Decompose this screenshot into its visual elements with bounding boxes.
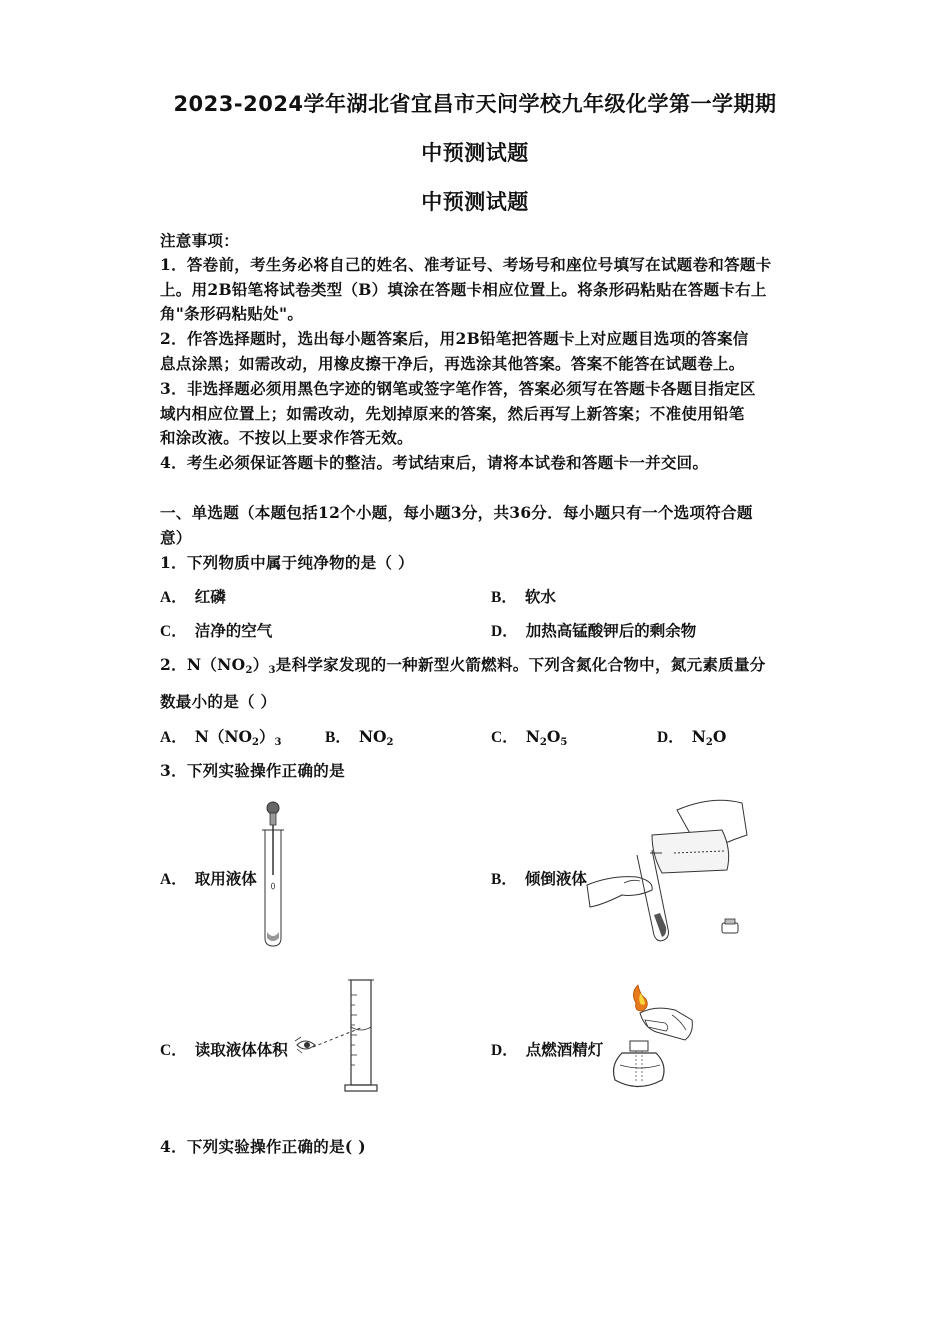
- q2-option-c-text1: N: [525, 727, 540, 746]
- q2-stem: [160, 653, 766, 676]
- q2-option-b: [325, 725, 393, 748]
- notes-line-2: 上。用2B铅笔将试卷类型（B）填涂在答题卡相应位置上。将条形码粘贴在答题卡右上: [160, 280, 767, 299]
- q3-option-d-text: 点燃酒精灯: [525, 1040, 604, 1059]
- q2-option-a-sub1: 2: [252, 737, 260, 748]
- q1-option-b-text: 软水: [524, 587, 556, 606]
- q2-option-b-sub1: 2: [386, 737, 394, 748]
- notes-heading: 注意事项：: [160, 231, 240, 250]
- q3-stem: 3．下列实验操作正确的是: [160, 761, 345, 780]
- notes-line-9: 4．考生必须保证答题卡的整洁。考试结束后，请将本试卷和答题卡一并交回。: [160, 453, 709, 472]
- q2-option-c-sub1: 2: [539, 737, 547, 748]
- q2-stem-part1: 2．N（NO: [160, 655, 246, 674]
- q1-stem: 1．下列物质中属于纯净物的是（ ）: [160, 553, 414, 572]
- notes-line-3: 角"条形码粘贴处"。: [160, 304, 304, 323]
- graduated-cylinder-illustration: [293, 975, 388, 1095]
- q2-option-d-text2: O: [712, 727, 727, 746]
- q2-option-b-label: B．: [325, 729, 351, 746]
- q1-option-d: [491, 619, 696, 641]
- q2-option-a-label: A．: [160, 729, 187, 746]
- q1-option-a-label: A．: [160, 589, 187, 606]
- q3-option-b: [491, 867, 587, 889]
- q3-option-b-text: 倾倒液体: [524, 869, 587, 888]
- q2-option-a-sub2: 3: [274, 737, 282, 748]
- q2-stem-part2: ）: [252, 655, 269, 674]
- q2-option-a-text1: N（NO: [194, 727, 253, 746]
- page-title-line3: 中预测试题: [421, 190, 529, 214]
- q3-option-c-text: 读取液体体积: [194, 1040, 288, 1059]
- q4-stem: 4．下列实验操作正确的是( ): [160, 1137, 366, 1156]
- q1-option-c-label: C．: [160, 623, 187, 640]
- q1-option-d-text: 加热高锰酸钾后的剩余物: [525, 621, 697, 640]
- q2-option-d-label: D．: [657, 729, 684, 746]
- q2-option-d: [657, 725, 726, 748]
- q2-option-a-text2: ）: [259, 727, 275, 746]
- q1-option-b: [491, 585, 556, 607]
- q3-option-b-label: B．: [491, 871, 517, 888]
- notes-line-7: 域内相应位置上；如需改动，先划掉原来的答案，然后再写上新答案；不准使用铅笔: [160, 404, 745, 423]
- q1-option-a-text: 红磷: [194, 587, 226, 606]
- q2-option-a: [160, 725, 282, 748]
- q2-option-d-sub1: 2: [705, 737, 713, 748]
- q3-option-d-label: D．: [491, 1042, 518, 1059]
- notes-line-4: 2．作答选择题时，选出每小题答案后，用2B铅笔把答题卡上对应题目选项的答案信: [160, 329, 749, 348]
- q1-option-a: [160, 585, 226, 607]
- notes-line-8: 和涂改液。不按以上要求作答无效。: [160, 428, 413, 447]
- q2-stem-line2: 数最小的是（ ）: [160, 692, 277, 711]
- pouring-liquid-illustration: [582, 795, 752, 945]
- q3-option-c-label: C．: [160, 1042, 187, 1059]
- dropper-test-tube-illustration: [255, 800, 295, 950]
- q2-option-c-sub2: 5: [560, 737, 568, 748]
- q2-stem-sub2: 3: [268, 665, 276, 676]
- q3-option-a: [160, 867, 257, 889]
- q2-stem-sub1: 2: [245, 665, 253, 676]
- q1-option-b-label: B．: [491, 589, 517, 606]
- q1-option-d-label: D．: [491, 623, 518, 640]
- notes-line-6: 3．非选择题必须用黑色字迹的钢笔或签字笔作答，答案必须写在答题卡各题目指定区: [160, 379, 756, 398]
- q2-option-c-text2: O: [546, 727, 561, 746]
- q3-option-a-label: A．: [160, 871, 187, 888]
- q2-option-d-text1: N: [691, 727, 706, 746]
- q2-option-c: [491, 725, 567, 748]
- notes-line-1: 1．答卷前，考生务必将自己的姓名、准考证号、考场号和座位号填写在试题卷和答题卡: [160, 255, 772, 274]
- q3-option-a-text: 取用液体: [194, 869, 257, 888]
- q2-stem-part3: 是科学家发现的一种新型火箭燃料。下列含氮化合物中，氮元素质量分: [275, 655, 766, 674]
- q2-option-c-label: C．: [491, 729, 518, 746]
- page-title-line1: 2023-2024学年湖北省宜昌市天问学校九年级化学第一学期期: [173, 92, 777, 116]
- section-heading-line1: 一、单选题（本题包括12个小题，每小题3分，共36分．每小题只有一个选项符合题: [160, 503, 753, 522]
- alcohol-lamp-illustration: [600, 985, 700, 1095]
- notes-line-5: 息点涂黑；如需改动，用橡皮擦干净后，再选涂其他答案。答案不能答在试题卷上。: [160, 354, 745, 373]
- q3-option-d: [491, 1038, 603, 1060]
- page-title-line2: 中预测试题: [421, 141, 529, 165]
- q1-option-c: [160, 619, 272, 641]
- q3-option-c: [160, 1038, 288, 1060]
- section-heading-line2: 意）: [160, 528, 192, 547]
- q2-option-b-text1: NO: [358, 727, 387, 746]
- q1-option-c-text: 洁净的空气: [194, 621, 273, 640]
